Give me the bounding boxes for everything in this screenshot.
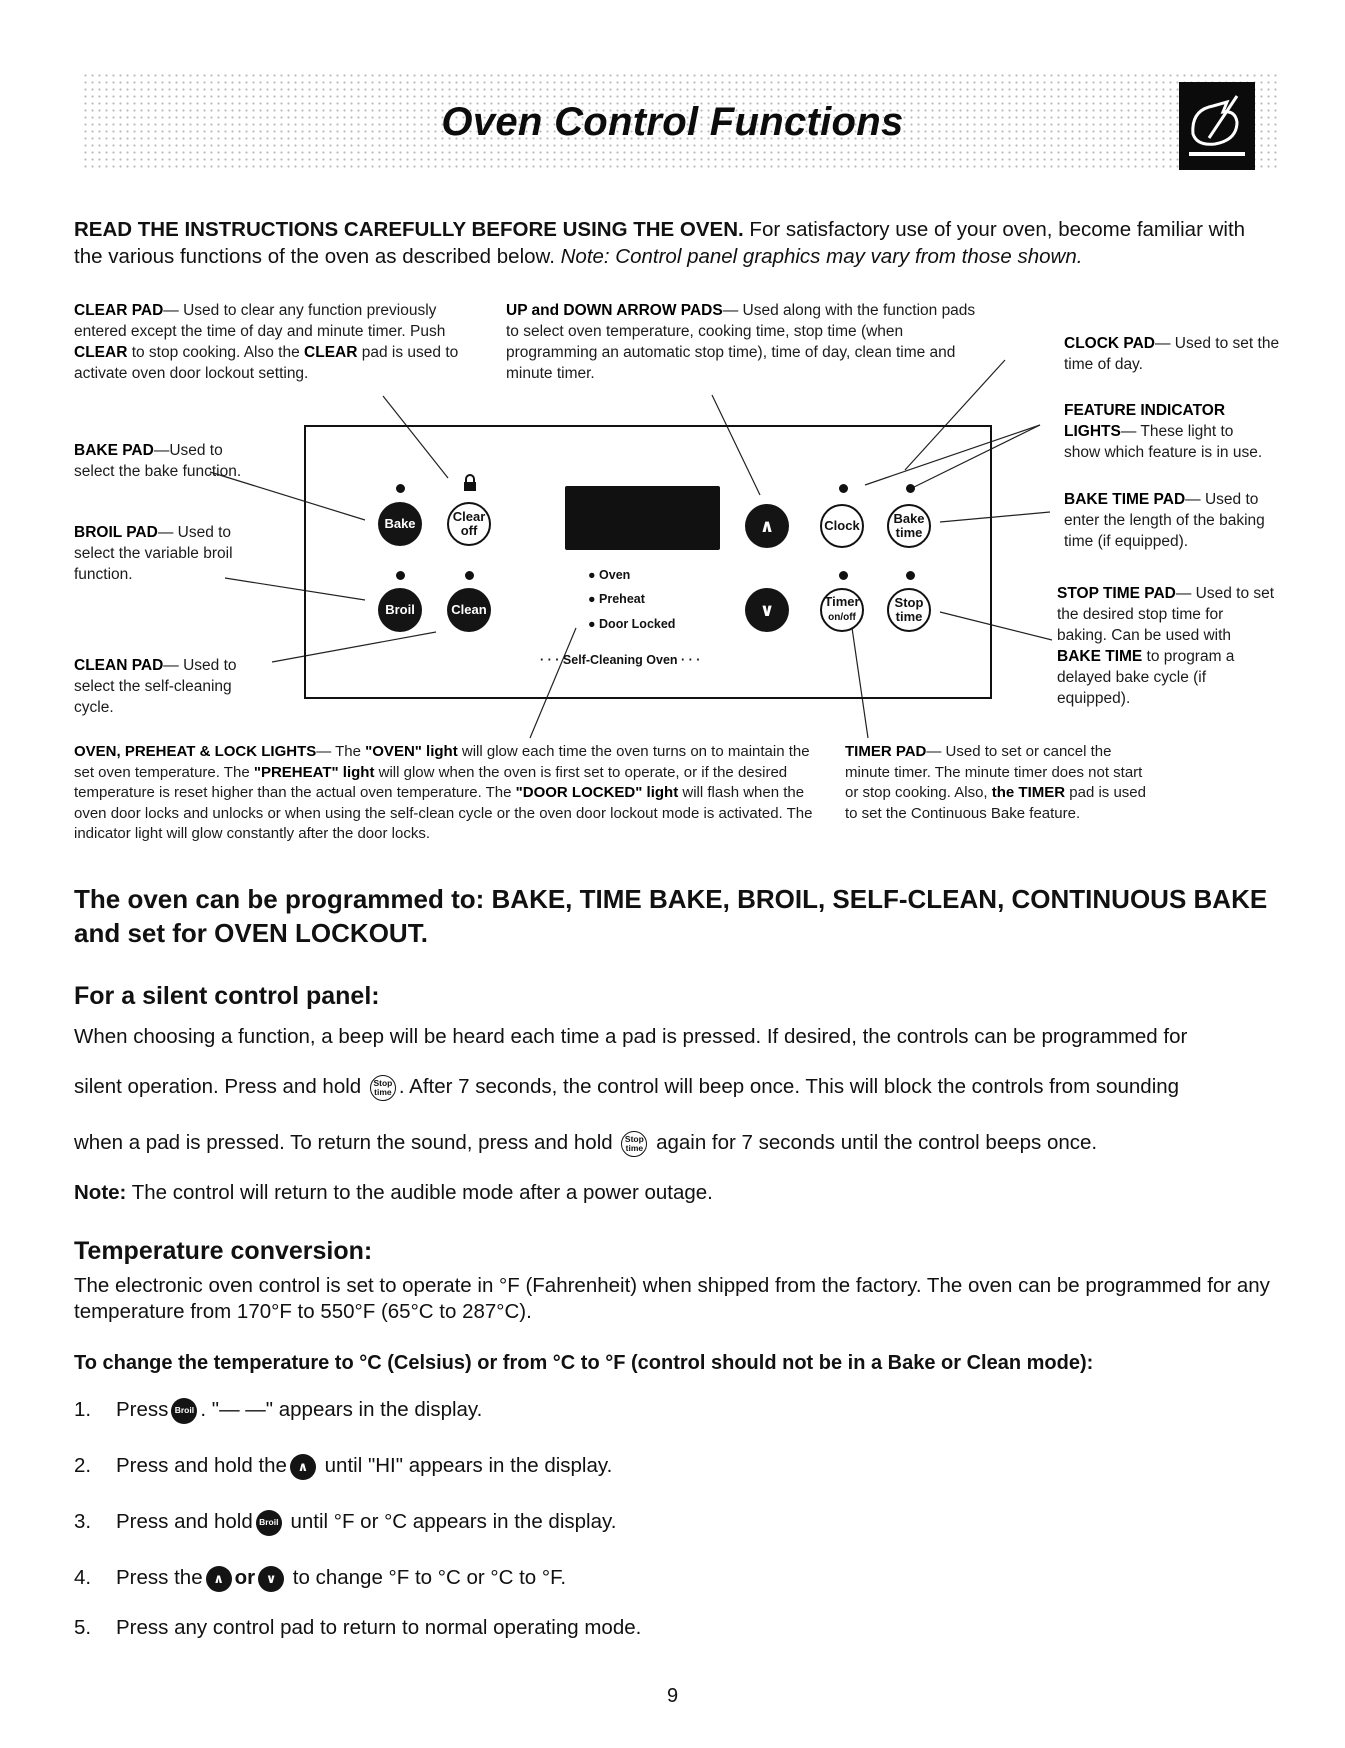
door-locked-light-label: ● Door Locked — [588, 617, 676, 631]
broil-pad-icon: Broil — [171, 1398, 197, 1424]
clock-pad-callout: CLOCK PAD— Used to set the time of day. — [1064, 335, 1280, 373]
page-title: Oven Control Functions — [441, 100, 904, 144]
oven-lights-callout: OVEN, PREHEAT & LOCK LIGHTS— The "OVEN" light will glow each time the oven turns on to maintain the set oven temperature. The "PREHEAT" light will glow when the oven is first set to operate, or if the desired temperature is reset higher than the actual oven temperature. The "DOOR LOCKED" light will flash when the oven door locks and unlocks or when using the self-clean cycle or the oven door lockout mode is activated. The indicator light will glow constantly after the door locks. — [74, 743, 813, 842]
up-arrow-icon: ∧ — [206, 1566, 232, 1592]
self-cleaning-oven-label: · · · Self-Cleaning Oven · · · — [540, 653, 701, 667]
down-arrow-pad[interactable]: ∨ — [745, 588, 789, 632]
clean-indicator-light — [465, 571, 474, 580]
clock-indicator-light — [839, 484, 848, 493]
temp-paragraph: The electronic oven control is set to operate in °F (Fahrenheit) when shipped from the factory. The oven can be programmed for any temperature from 170°F to 550°F (65°C to 287°C). — [74, 1274, 1270, 1323]
temp-subheading: To change the temperature to °C (Celsius) or from °C to °F (control should not be in a Bake or Clean mode): — [74, 1352, 1094, 1374]
clear-off-pad[interactable]: Clear off — [447, 502, 491, 546]
step-3: 3. Press and hold Broil until °F or °C appears in the display. — [74, 1508, 616, 1536]
clean-pad[interactable]: Clean — [447, 588, 491, 632]
bake-time-pad[interactable]: Bake time — [887, 504, 931, 548]
stop-time-pad-callout: STOP TIME PAD— Used to set the desired stop time for baking. Can be used with BAKE TIME to program a delayed bake cycle (if equipped). — [1057, 585, 1275, 707]
timer-indicator-light — [839, 571, 848, 580]
page-number: 9 — [666, 1685, 679, 1707]
step-5: 5. Press any control pad to return to normal operating mode. — [74, 1616, 642, 1639]
programmed-heading: The oven can be programmed to: BAKE, TIME BAKE, BROIL, SELF-CLEAN, CONTINUOUS BAKE and set for OVEN LOCKOUT. — [74, 884, 1268, 948]
silent-line-1: When choosing a function, a beep will be heard each time a pad is pressed. If desired, the controls can be programmed for — [74, 1025, 1188, 1048]
display-screen — [565, 486, 720, 550]
bake-time-pad-callout: BAKE TIME PAD— Used to enter the length of the baking time (if equipped). — [1064, 491, 1265, 550]
silent-note: Note: The control will return to the audible mode after a power outage. — [74, 1181, 713, 1204]
broil-pad-icon: Broil — [256, 1510, 282, 1536]
feature-lights-callout: FEATURE INDICATOR LIGHTS— These light to show which feature is in use. — [1064, 402, 1263, 461]
stop-time-icon: Stop time — [621, 1131, 647, 1157]
down-arrow-icon: ∨ — [258, 1566, 284, 1592]
intro-text: For satisfactory use of your oven, become familiar with the various functions of the oven as described below. — [74, 218, 1246, 268]
silent-line-2: silent operation. Press and hold Stop time . After 7 seconds, the control will beep once. This will block the controls from sounding — [74, 1074, 1284, 1101]
broil-indicator-light — [396, 571, 405, 580]
bake-pad[interactable]: Bake — [378, 502, 422, 546]
silent-heading: For a silent control panel: — [74, 982, 380, 1010]
temp-heading: Temperature conversion: — [74, 1237, 373, 1265]
broil-pad[interactable]: Broil — [378, 588, 422, 632]
preheat-light-label: ● Preheat — [588, 592, 645, 606]
arrow-pads-callout: UP and DOWN ARROW PADS— Used along with the function pads to select oven temperature, cooking time, stop time (when programming an automatic stop time), time of day, clean time and minute timer. — [506, 302, 976, 382]
stop-time-icon: Stop time — [370, 1075, 396, 1101]
bake-time-indicator-light — [906, 484, 915, 493]
intro-note: Note: Control panel graphics may vary from those shown. — [560, 245, 1083, 268]
step-2: 2. Press and hold the ∧ until "HI" appears in the display. — [74, 1452, 612, 1480]
clock-pad[interactable]: Clock — [820, 504, 864, 548]
bake-pad-callout: BAKE PAD—Used to select the bake function. — [74, 442, 242, 480]
clear-pad-callout: CLEAR PAD— Used to clear any function previously entered except the time of day and minute timer. Push CLEAR to stop cooking. Also the CLEAR pad is used to activate oven door lockout setting. — [74, 302, 459, 382]
bake-indicator-light — [396, 484, 405, 493]
stop-time-pad[interactable]: Stop time — [887, 588, 931, 632]
clean-pad-callout: CLEAN PAD— Used to select the self-cleaning cycle. — [74, 657, 237, 716]
intro-bold: READ THE INSTRUCTIONS CAREFULLY BEFORE USING THE OVEN. — [74, 218, 744, 241]
stop-time-indicator-light — [906, 571, 915, 580]
silent-line-3: when a pad is pressed. To return the sound, press and hold Stop time again for 7 seconds until the control beeps once. — [74, 1130, 1284, 1157]
step-1: 1. Press Broil . "— —" appears in the display. — [74, 1396, 482, 1424]
up-arrow-icon: ∧ — [290, 1454, 316, 1480]
broil-pad-callout: BROIL PAD— Used to select the variable broil function. — [74, 524, 233, 583]
timer-pad-callout: TIMER PAD— Used to set or cancel the minute timer. The minute timer does not start or stop cooking. Also, the TIMER pad is used to set the Continuous Bake feature. — [845, 743, 1146, 822]
oven-light-label: ● Oven — [588, 568, 631, 582]
up-arrow-pad[interactable]: ∧ — [745, 504, 789, 548]
lock-icon — [462, 473, 478, 498]
step-4: 4. Press the ∧ or ∨ to change °F to °C or °C to °F. — [74, 1564, 566, 1592]
timer-on-off-pad[interactable]: Timer on/off — [820, 588, 864, 632]
